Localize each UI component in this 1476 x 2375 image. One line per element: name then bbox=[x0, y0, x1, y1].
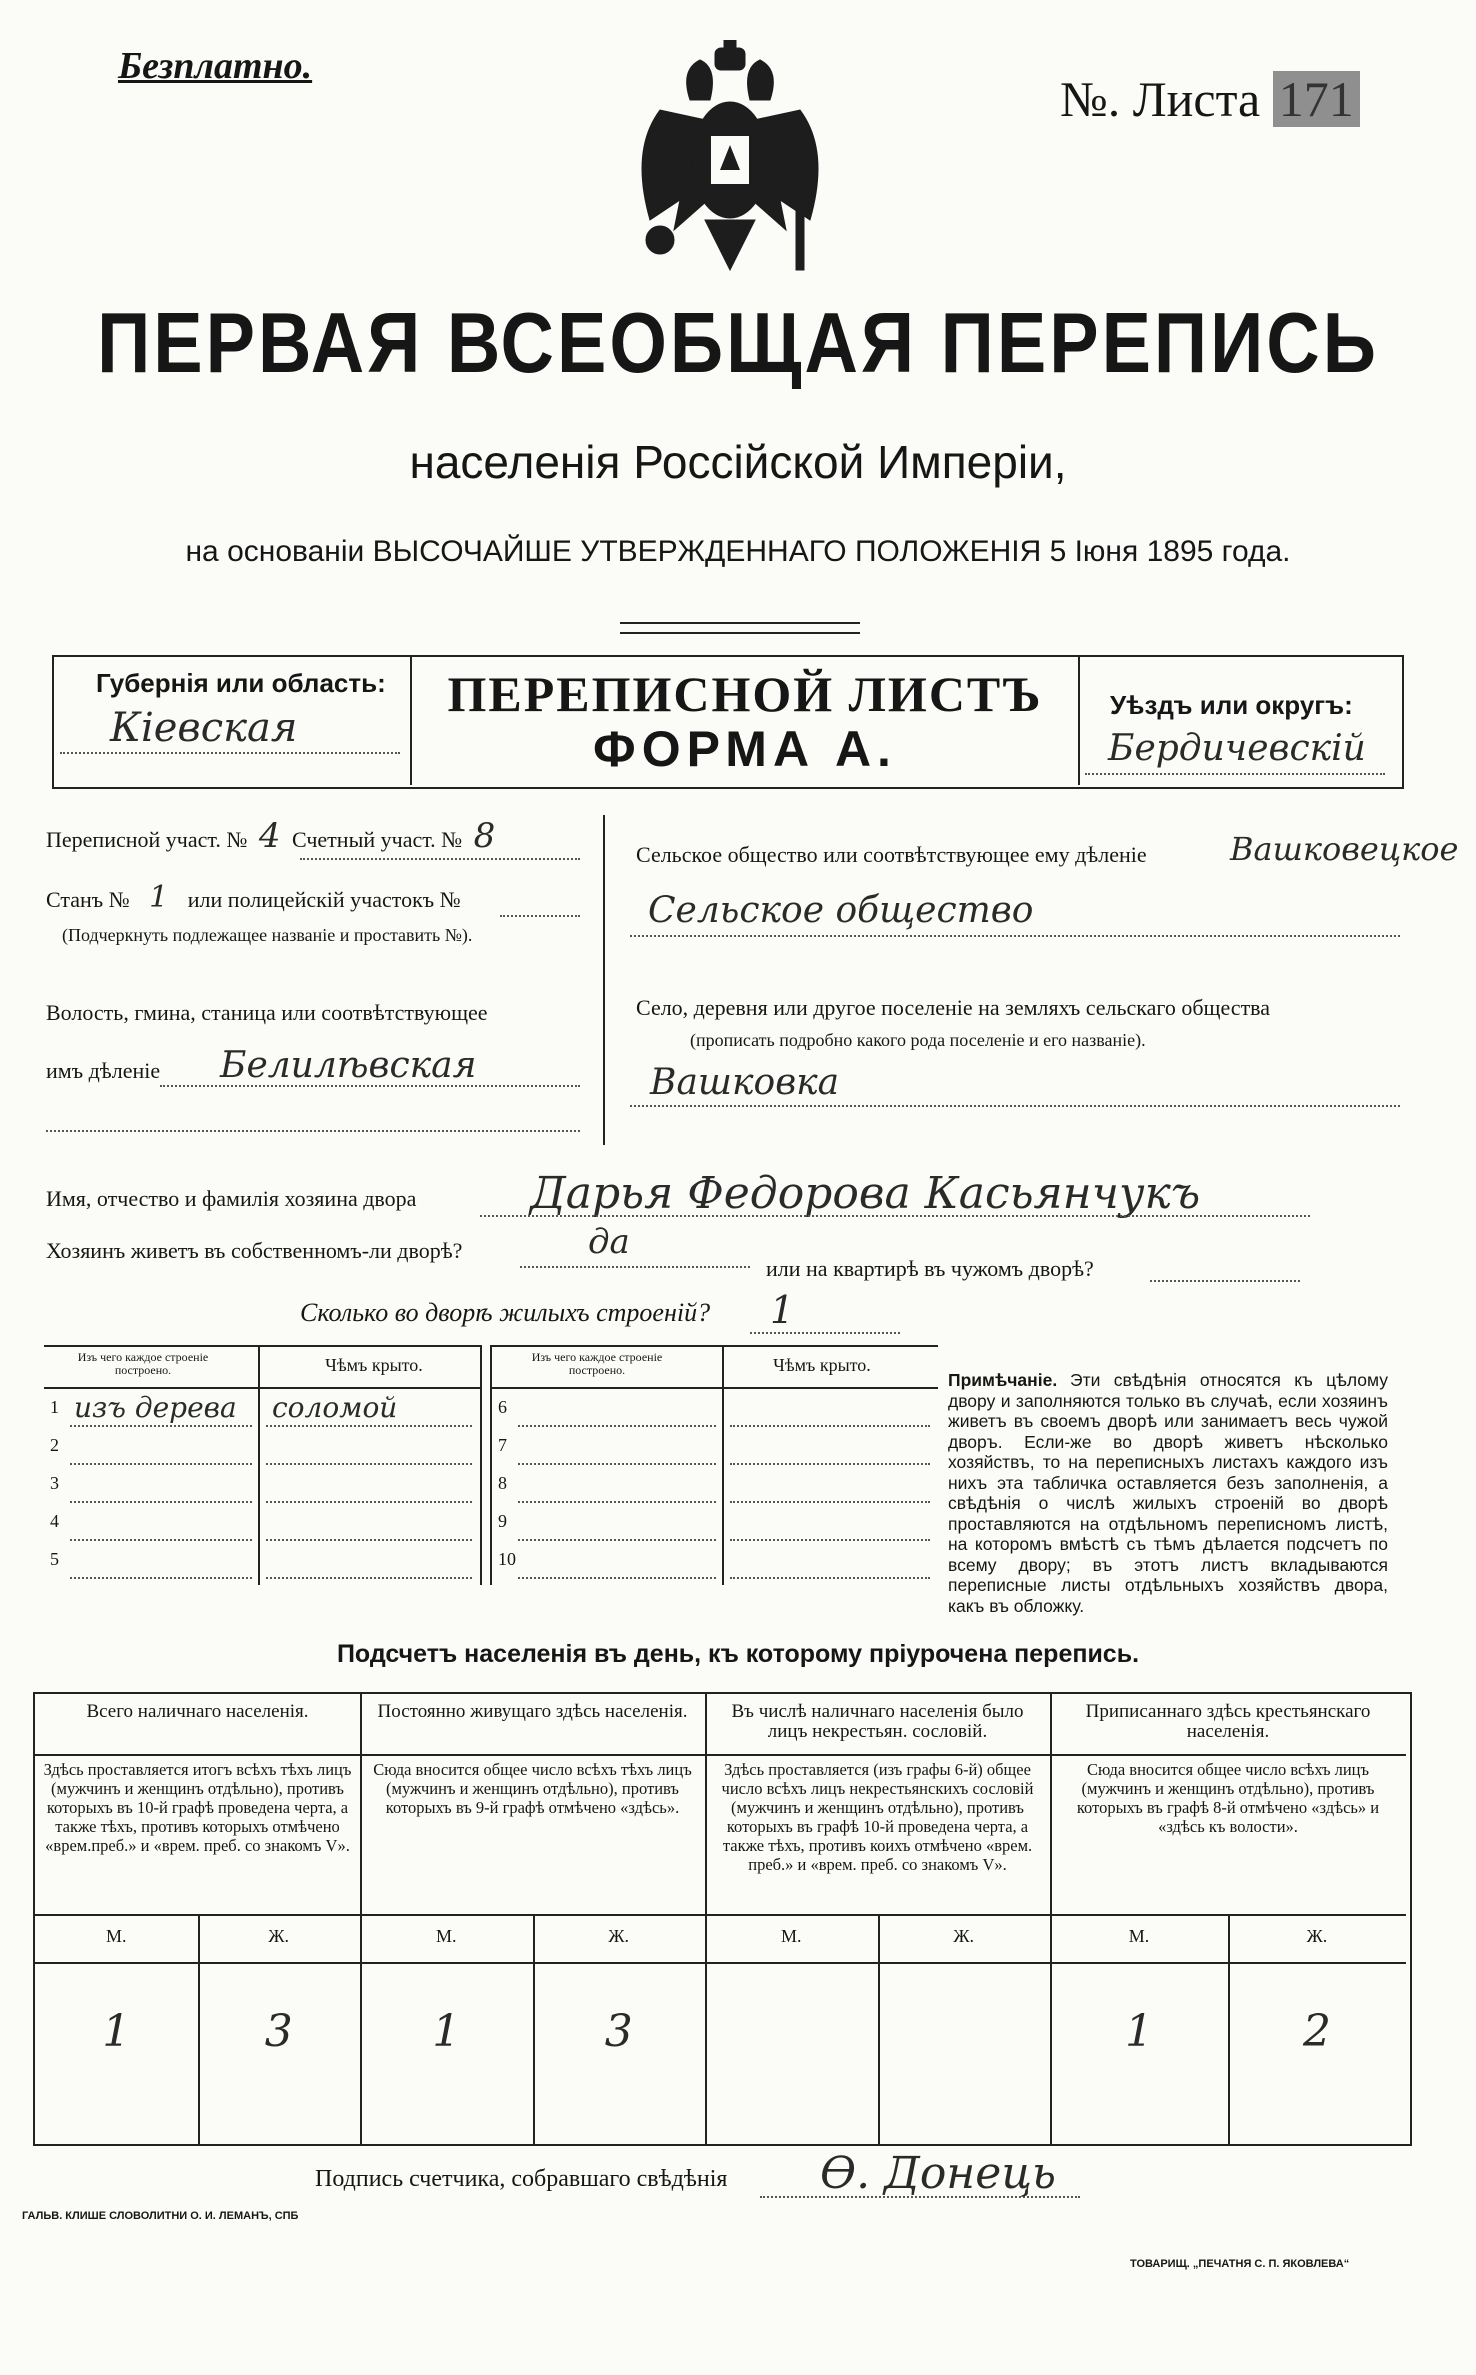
building-row bbox=[492, 1391, 938, 1429]
buildings-table-left bbox=[44, 1345, 480, 1585]
female-count-value: 2 bbox=[1303, 2006, 1331, 2057]
female-header: Ж. bbox=[953, 1926, 975, 1946]
building-row bbox=[492, 1467, 938, 1505]
building-row-number: 1 bbox=[50, 1397, 59, 1417]
selskoe-label: Сельское общество или соотвѣтствующее ему дѣленіе bbox=[636, 842, 1147, 867]
building-row bbox=[492, 1429, 938, 1467]
count-column bbox=[705, 1694, 1052, 2144]
note-text: Эти свѣдѣнія относятся къ цѣлому двору и заполняются только въ случаѣ, если хозяинъ живетъ въ своемъ дворѣ или занимаетъ весь чужой дворъ. Если-же во дворѣ живетъ нѣсколько хозяйствъ, то на переписныхъ листахъ каждого изъ нихъ эта табличка оставляется безъ заполненія, а свѣдѣнія о числѣ жилыхъ строеній во дворѣ проставляются на отдѣльномъ переписномъ листѣ, на которомъ вмѣстѣ съ тѣмъ дѣлается подсчетъ по всему двору; въ этотъ листъ вкладываются переписные листы отдѣльныхъ хозяйствъ двора, какъ въ обложку. bbox=[948, 1370, 1389, 1616]
building-row-number: 6 bbox=[498, 1397, 507, 1417]
uezd-value: Бердичевскій bbox=[1108, 728, 1366, 769]
count-column-desc: Сюда вносится общее число всѣхъ тѣхъ лицъ (мужчинъ и женщинъ отдѣльно), противъ которыхъ въ 9-й графѣ отмѣчено «здѣсь». bbox=[373, 1760, 692, 1817]
signature-value: Ѳ. Донець bbox=[820, 2148, 1056, 2199]
printer-left: ГАЛЬВ. КЛИШЕ СЛОВОЛИТНИ О. И. ЛЕМАНЪ, СПБ bbox=[22, 2210, 299, 2222]
building-row-number: 3 bbox=[50, 1473, 59, 1493]
count-column-desc: Здѣсь проставляется (изъ графы 6-й) общее число всѣхъ лицъ некрестьянскихъ сословій (мужчинъ и женщинъ отдѣльно), противъ которыхъ въ графѣ 10-й проведена черта, а также тѣхъ, противъ коихъ отмѣчено «врем. преб.» и «врем. преб. со знакомъ V». bbox=[721, 1760, 1034, 1874]
male-count-value: 1 bbox=[1125, 2006, 1153, 2057]
volost-label-2: имъ дѣленіе bbox=[46, 1058, 161, 1083]
count-column bbox=[360, 1694, 707, 2144]
building-row bbox=[492, 1543, 938, 1581]
count-column-desc: Сюда вносится общее число всѣхъ лицъ (мужчинъ и женщинъ отдѣльно), противъ которыхъ въ графѣ 8-й отмѣчено «здѣсь» и «здѣсь къ волости». bbox=[1076, 1760, 1380, 1836]
owner-own-label: Хозяинъ живетъ въ собственномъ-ли дворѣ? bbox=[46, 1238, 463, 1263]
female-count-value: 3 bbox=[264, 2006, 293, 2057]
building-row-number: 10 bbox=[498, 1549, 516, 1569]
female-header: Ж. bbox=[608, 1926, 630, 1946]
count-table bbox=[33, 1692, 1412, 2146]
printer-right: ТОВАРИЩ. „ПЕЧАТНЯ С. П. ЯКОВЛЕВА“ bbox=[1130, 2258, 1350, 2270]
count-column-head: Постоянно живущаго здѣсь населенія. bbox=[377, 1701, 688, 1722]
census-basis: на основаніи ВЫСОЧАЙШЕ УТВЕРЖДЕННАГО ПОЛОЖЕНІЯ 5 Іюня 1895 года. bbox=[185, 535, 1291, 568]
female-header: Ж. bbox=[1306, 1926, 1328, 1946]
gubernia-value: Кіевская bbox=[110, 705, 298, 751]
gubernia-label: Губернія или область: bbox=[96, 668, 386, 698]
count-title: Подсчетъ населенія въ день, къ которому пріурочена перепись. bbox=[336, 1640, 1140, 1668]
building-made-value: изъ дерева bbox=[74, 1391, 237, 1424]
selskoe-value-2: Сельское общество bbox=[648, 890, 1034, 931]
male-count-value: 1 bbox=[432, 2006, 461, 2057]
female-count-value: 3 bbox=[604, 2006, 633, 2057]
sheet-number bbox=[1060, 70, 1360, 128]
perepis-uch-label: Переписной участ. № bbox=[46, 827, 248, 852]
col-made-header-left: Изъ чего каждое строеніе построено. bbox=[77, 1350, 209, 1377]
volost-value: Белилѣвская bbox=[220, 1045, 477, 1086]
female-header: Ж. bbox=[268, 1926, 290, 1946]
perepis-uch-value: 4 bbox=[258, 816, 281, 856]
male-header: М. bbox=[780, 1926, 802, 1946]
building-row bbox=[44, 1429, 480, 1467]
buildings-table-right bbox=[492, 1345, 938, 1585]
underline-note: (Подчеркнуть подлежащее названіе и проставить №). bbox=[62, 925, 473, 945]
col-roof-header-right: Чѣмъ крыто. bbox=[773, 1355, 871, 1375]
sheet-number-label: №. Листа bbox=[1060, 71, 1261, 127]
selskoe-value-1: Вашковецкое bbox=[1230, 830, 1459, 868]
building-row-number: 8 bbox=[498, 1473, 507, 1493]
count-column-head: Въ числѣ наличнаго населенія было лицъ некрестьян. сословій. bbox=[731, 1701, 1024, 1742]
sheet-number-value: 171 bbox=[1273, 71, 1360, 127]
building-row bbox=[492, 1505, 938, 1543]
form-subtitle: ФОРМА А. bbox=[593, 721, 897, 777]
count-column-head: Всего наличнаго населенія. bbox=[86, 1701, 309, 1722]
count-column-head: Приписаннаго здѣсь крестьянскаго населенія. bbox=[1085, 1701, 1371, 1742]
building-roof-value: соломой bbox=[272, 1391, 398, 1424]
male-header: М. bbox=[435, 1926, 457, 1946]
census-subtitle: населенія Россійской Имперіи, bbox=[409, 436, 1067, 488]
owner-rent-label: или на квартирѣ въ чужомъ дворѣ? bbox=[766, 1256, 1094, 1281]
building-row-number: 4 bbox=[50, 1511, 59, 1531]
count-column bbox=[35, 1694, 362, 2144]
buildings-label: Сколько во дворѣ жилыхъ строеній? bbox=[300, 1298, 711, 1327]
male-header: М. bbox=[105, 1926, 127, 1946]
stan-row bbox=[46, 880, 461, 915]
buildings-value: 1 bbox=[770, 1288, 795, 1332]
schet-uch-value: 8 bbox=[473, 816, 496, 856]
building-row-number: 5 bbox=[50, 1549, 59, 1569]
building-row bbox=[44, 1505, 480, 1543]
stan-value: 1 bbox=[149, 880, 169, 915]
census-title: ПЕРВАЯ ВСЕОБЩАЯ ПЕРЕПИСЬ bbox=[97, 294, 1379, 391]
building-row-number: 7 bbox=[498, 1435, 507, 1455]
count-column bbox=[1050, 1694, 1406, 2144]
stan-label: Станъ № bbox=[46, 887, 130, 912]
uezd-label: Уѣздъ или округъ: bbox=[1110, 690, 1353, 720]
note-title: Примѣчаніе. bbox=[948, 1370, 1058, 1390]
building-row bbox=[44, 1543, 480, 1581]
volost-label: Волость, гмина, станица или соотвѣтствующее bbox=[46, 1000, 488, 1025]
building-row bbox=[44, 1391, 480, 1429]
building-row-number: 9 bbox=[498, 1511, 507, 1531]
owner-name-value: Дарья Федорова Касьянчукъ bbox=[530, 1168, 1201, 1219]
selo-value: Вашковка bbox=[650, 1062, 840, 1103]
schet-uch-label: Счетный участ. № bbox=[291, 827, 463, 852]
imperial-eagle-emblem bbox=[620, 40, 840, 280]
free-label: Безплатно. bbox=[118, 45, 313, 87]
col-roof-header-left: Чѣмъ крыто. bbox=[325, 1355, 423, 1375]
owner-own-value: да bbox=[588, 1222, 630, 1262]
note-block bbox=[948, 1370, 1388, 1616]
male-count-value: 1 bbox=[102, 2006, 131, 2057]
building-row bbox=[44, 1467, 480, 1505]
building-row-number: 2 bbox=[50, 1435, 59, 1455]
ornament-divider bbox=[620, 622, 860, 634]
signature-label: Подпись счетчика, собравшаго свѣдѣнія bbox=[315, 2166, 728, 2192]
selo-note: (прописать подробно какого рода поселеніе и его названіе). bbox=[690, 1030, 1146, 1050]
count-column-desc: Здѣсь проставляется итогъ всѣхъ тѣхъ лицъ (мужчинъ и женщинъ отдѣльно), противъ которыхъ въ 10-й графѣ проведена черта, а также тѣхъ, противъ которыхъ отмѣчено «врем.преб.» и «врем. преб. со знакомъ V». bbox=[43, 1760, 352, 1855]
police-label: или полицейскій участокъ № bbox=[187, 887, 461, 912]
male-header: М. bbox=[1128, 1926, 1150, 1946]
perepis-uch-row bbox=[46, 816, 501, 856]
owner-name-label: Имя, отчество и фамилія хозяина двора bbox=[46, 1186, 417, 1211]
form-title: ПЕРЕПИСНОЙ ЛИСТЪ bbox=[447, 666, 1043, 722]
col-made-header-right: Изъ чего каждое строеніе построено. bbox=[531, 1350, 663, 1377]
selo-label: Село, деревня или другое поселеніе на земляхъ сельскаго общества bbox=[636, 995, 1271, 1020]
